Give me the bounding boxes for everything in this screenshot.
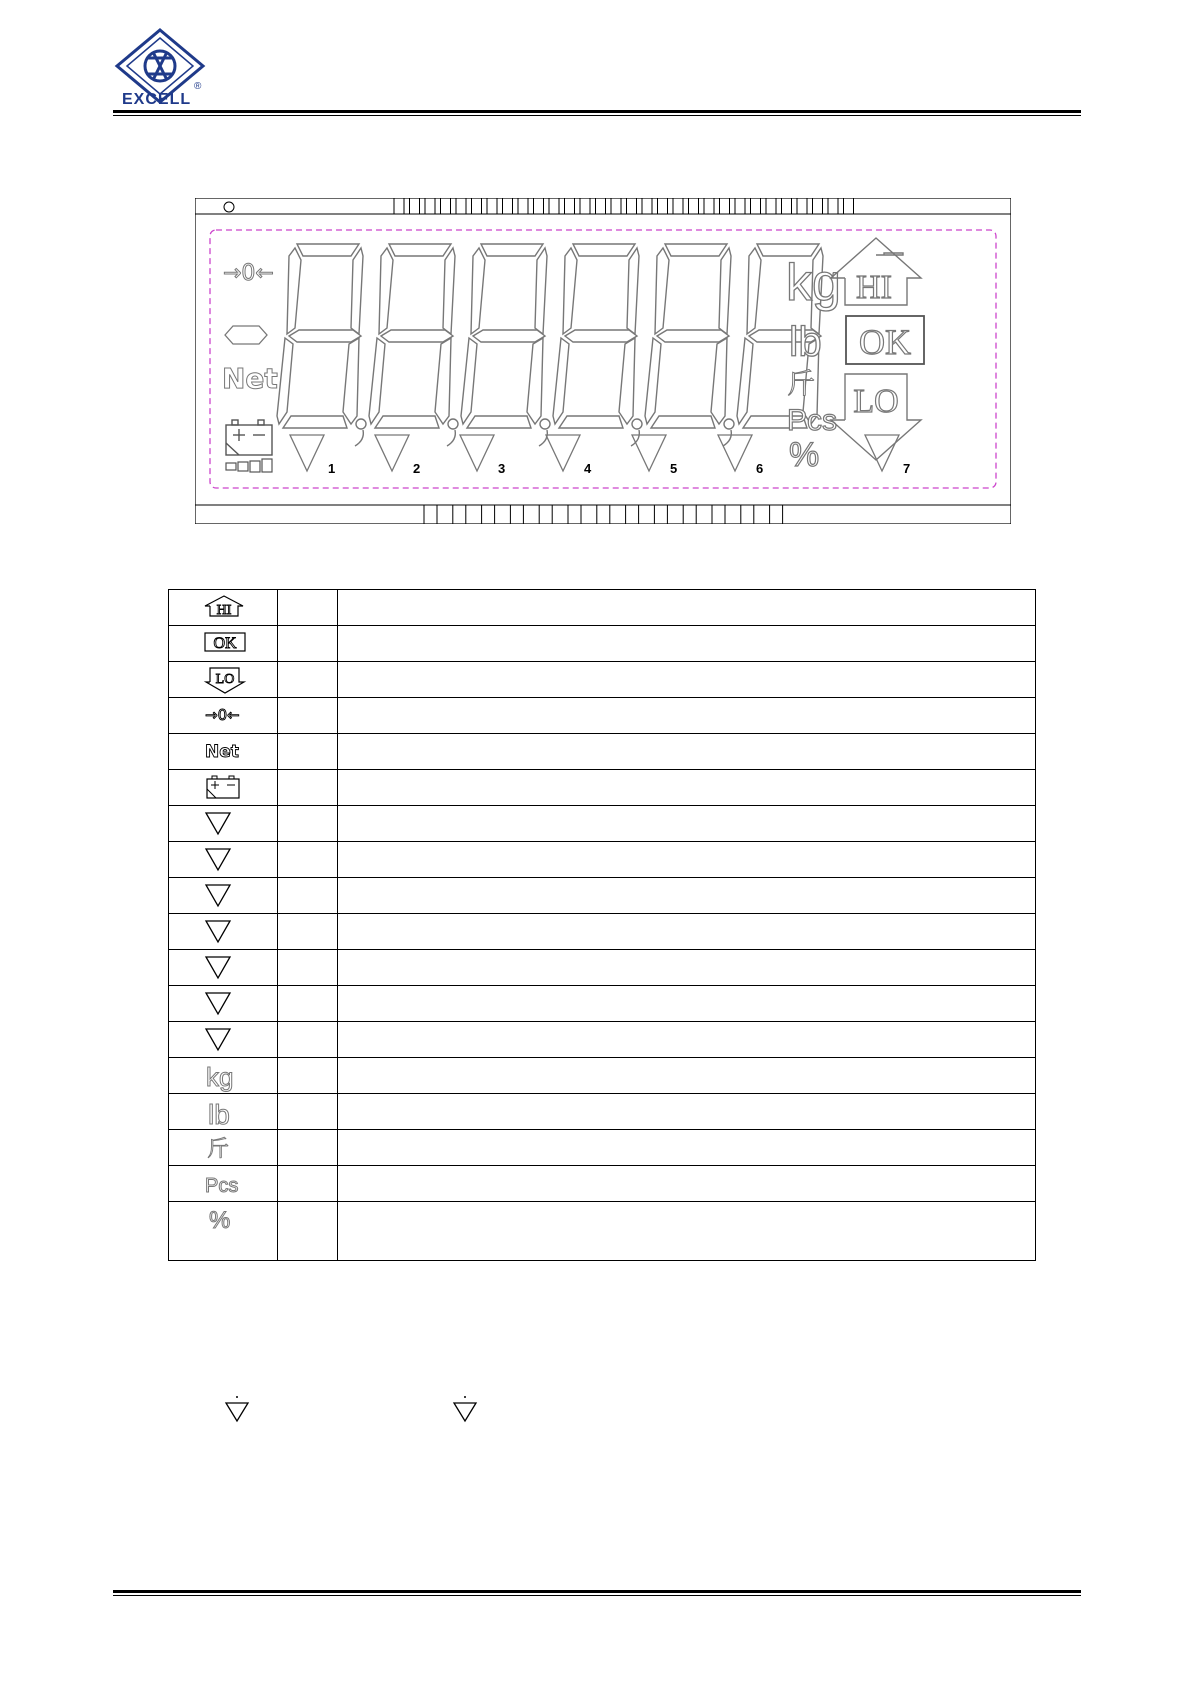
digit [369,244,458,446]
legend-code-cell [278,878,338,914]
net-annunciator: Net [222,362,278,395]
pin [611,198,621,214]
legend-symbol-cell [169,1058,278,1094]
footer-rule-thin [113,1595,1081,1596]
pin [518,198,528,214]
pin [844,198,854,214]
legend-description-cell [338,662,1036,698]
triangle-icon [224,1395,250,1423]
legend-row [169,806,1036,842]
pin [782,198,792,214]
legend-description-cell [338,1166,1036,1202]
footer-rule [113,1590,1081,1593]
pin [580,198,590,214]
pin [673,198,683,214]
legend-description-cell [338,1058,1036,1094]
legend-description-cell [338,1022,1036,1058]
pin [642,198,652,214]
legend-code-cell [278,1202,338,1261]
svg-text:Net: Net [205,742,239,762]
pin [720,198,730,214]
legend-description-cell [338,1202,1036,1261]
legend-row [169,1130,1036,1166]
legend-code-cell [278,662,338,698]
legend-row [169,914,1036,950]
legend-description-cell [338,806,1036,842]
legend-row [169,1202,1036,1261]
legend-row [169,626,1036,662]
marker-triangle [375,435,409,471]
ok-label: OK [859,322,911,362]
pin [751,198,761,214]
legend-symbol-cell [169,1130,278,1166]
unit-jin: 斤 [787,367,816,400]
legend-row [169,878,1036,914]
marker-triangle [290,435,324,471]
svg-text:斤: 斤 [207,1137,230,1162]
marker-number: 7 [903,461,911,476]
pin [510,505,523,524]
pin [766,198,776,214]
pin [565,198,575,214]
svg-text:OK: OK [213,635,237,652]
marker-number: 2 [413,461,421,476]
header-rule [113,110,1081,113]
legend-row [169,1022,1036,1058]
pin [596,198,606,214]
legend-description-cell [338,842,1036,878]
svg-text:HI: HI [216,603,232,618]
digit [461,244,550,446]
legend-row [169,698,1036,734]
comma [723,430,731,446]
pin [741,505,754,524]
svg-text:lb: lb [208,1099,230,1128]
legend-symbol-cell [169,914,278,950]
legend-code-cell [278,770,338,806]
top-pins [394,198,854,214]
legend-row [169,986,1036,1022]
legend-description-cell [338,770,1036,806]
pin [503,198,513,214]
pin [482,505,495,524]
decimal-point [448,419,458,429]
legend-code-cell [278,806,338,842]
unit-lb: lb [789,318,822,365]
battery-icon [226,420,272,455]
comma [355,430,363,446]
pin [539,505,552,524]
pin [453,505,466,524]
legend-symbol-cell [169,698,278,734]
pin [627,198,637,214]
legend-code-cell [278,986,338,1022]
hi-label: HI [856,269,892,306]
pin [441,198,451,214]
decimal-point [356,419,366,429]
legend-description-cell [338,878,1036,914]
marker-number: 4 [584,461,592,476]
pin [472,198,482,214]
lcd-display-diagram [195,198,1011,524]
pin [689,198,699,214]
legend-code-cell [278,842,338,878]
pin [424,505,437,524]
header-rule-thin [113,115,1081,116]
zero-annunciator: →0← [223,261,274,286]
pin [797,198,807,214]
lo-label: LO [853,383,899,420]
legend-row [169,734,1036,770]
svg-text:LO: LO [215,672,235,687]
legend-code-cell [278,950,338,986]
pin [534,198,544,214]
legend-symbol-cell [169,1202,278,1261]
decimal-point [540,419,550,429]
minus-segment [225,326,267,344]
unit-percent: % [789,436,820,474]
pin [425,198,435,214]
legend-code-cell [278,1130,338,1166]
triangle-icon [452,1395,478,1423]
pin [704,198,714,214]
marker-triangle [546,435,580,471]
pin [394,198,404,214]
legend-description-cell [338,1130,1036,1166]
legend-row [169,842,1036,878]
legend-symbol-cell [169,1022,278,1058]
pin [456,198,466,214]
legend-description-cell [338,914,1036,950]
legend-row [169,662,1036,698]
legend-row [169,590,1036,626]
battery-level-bars [226,459,272,472]
digit [277,244,366,446]
legend-description-cell [338,590,1036,626]
annunciator-legend-table [168,589,1036,1261]
pin [683,505,696,524]
legend-symbol-cell [169,1166,278,1202]
legend-code-cell [278,1058,338,1094]
legend-symbol-cell [169,806,278,842]
pin [487,198,497,214]
comma [539,430,547,446]
legend-code-cell [278,1166,338,1202]
unit-pcs: Pcs [787,404,838,437]
legend-code-cell [278,734,338,770]
legend-row [169,1094,1036,1130]
marker-number: 6 [756,461,764,476]
legend-code-cell [278,590,338,626]
pin [735,198,745,214]
bottom-pins [424,505,783,524]
legend-row [169,950,1036,986]
legend-description-cell [338,734,1036,770]
pin [568,505,581,524]
legend-row [169,770,1036,806]
pin [828,198,838,214]
comma [631,430,639,446]
unit-kg: kg [786,254,841,312]
digit [645,244,734,446]
pin [410,198,420,214]
legend-symbol-cell [169,842,278,878]
legend-symbol-cell [169,770,278,806]
legend-symbol-cell [169,878,278,914]
pin [626,505,639,524]
svg-text:%: % [209,1207,231,1234]
legend-code-cell [278,1094,338,1130]
legend-description-cell [338,1094,1036,1130]
pin [813,198,823,214]
seven-segment-digits [277,244,823,446]
pin [770,505,783,524]
legend-symbol-cell [169,1094,278,1130]
legend-description-cell [338,986,1036,1022]
marker-number: 3 [498,461,506,476]
brand-name: EXCELL [122,91,192,108]
pin [549,198,559,214]
comma [447,430,455,446]
pin [654,505,667,524]
legend-description-cell [338,950,1036,986]
legend-description-cell [338,626,1036,662]
legend-code-cell [278,698,338,734]
legend-symbol-cell [169,626,278,662]
digit [553,244,642,446]
marker-number: 1 [328,461,336,476]
legend-symbol-cell [169,662,278,698]
decimal-point [632,419,642,429]
svg-text:Pcs: Pcs [205,1175,239,1197]
pin [597,505,610,524]
pin [658,198,668,214]
marker-triangle [718,435,752,471]
pin [712,505,725,524]
legend-row [169,1058,1036,1094]
legend-symbol-cell [169,986,278,1022]
legend-symbol-cell [169,734,278,770]
svg-text:kg: kg [206,1062,234,1092]
legend-description-cell [338,698,1036,734]
legend-code-cell [278,914,338,950]
marker-triangle [865,435,899,471]
legend-symbol-cell [169,590,278,626]
legend-symbol-cell [169,950,278,986]
svg-text:→0←: →0← [205,706,240,724]
registered-mark: ® [194,81,202,92]
marker-number: 5 [670,461,678,476]
legend-code-cell [278,626,338,662]
legend-code-cell [278,1022,338,1058]
decimal-point [724,419,734,429]
legend-row [169,1166,1036,1202]
marker-triangle [460,435,494,471]
